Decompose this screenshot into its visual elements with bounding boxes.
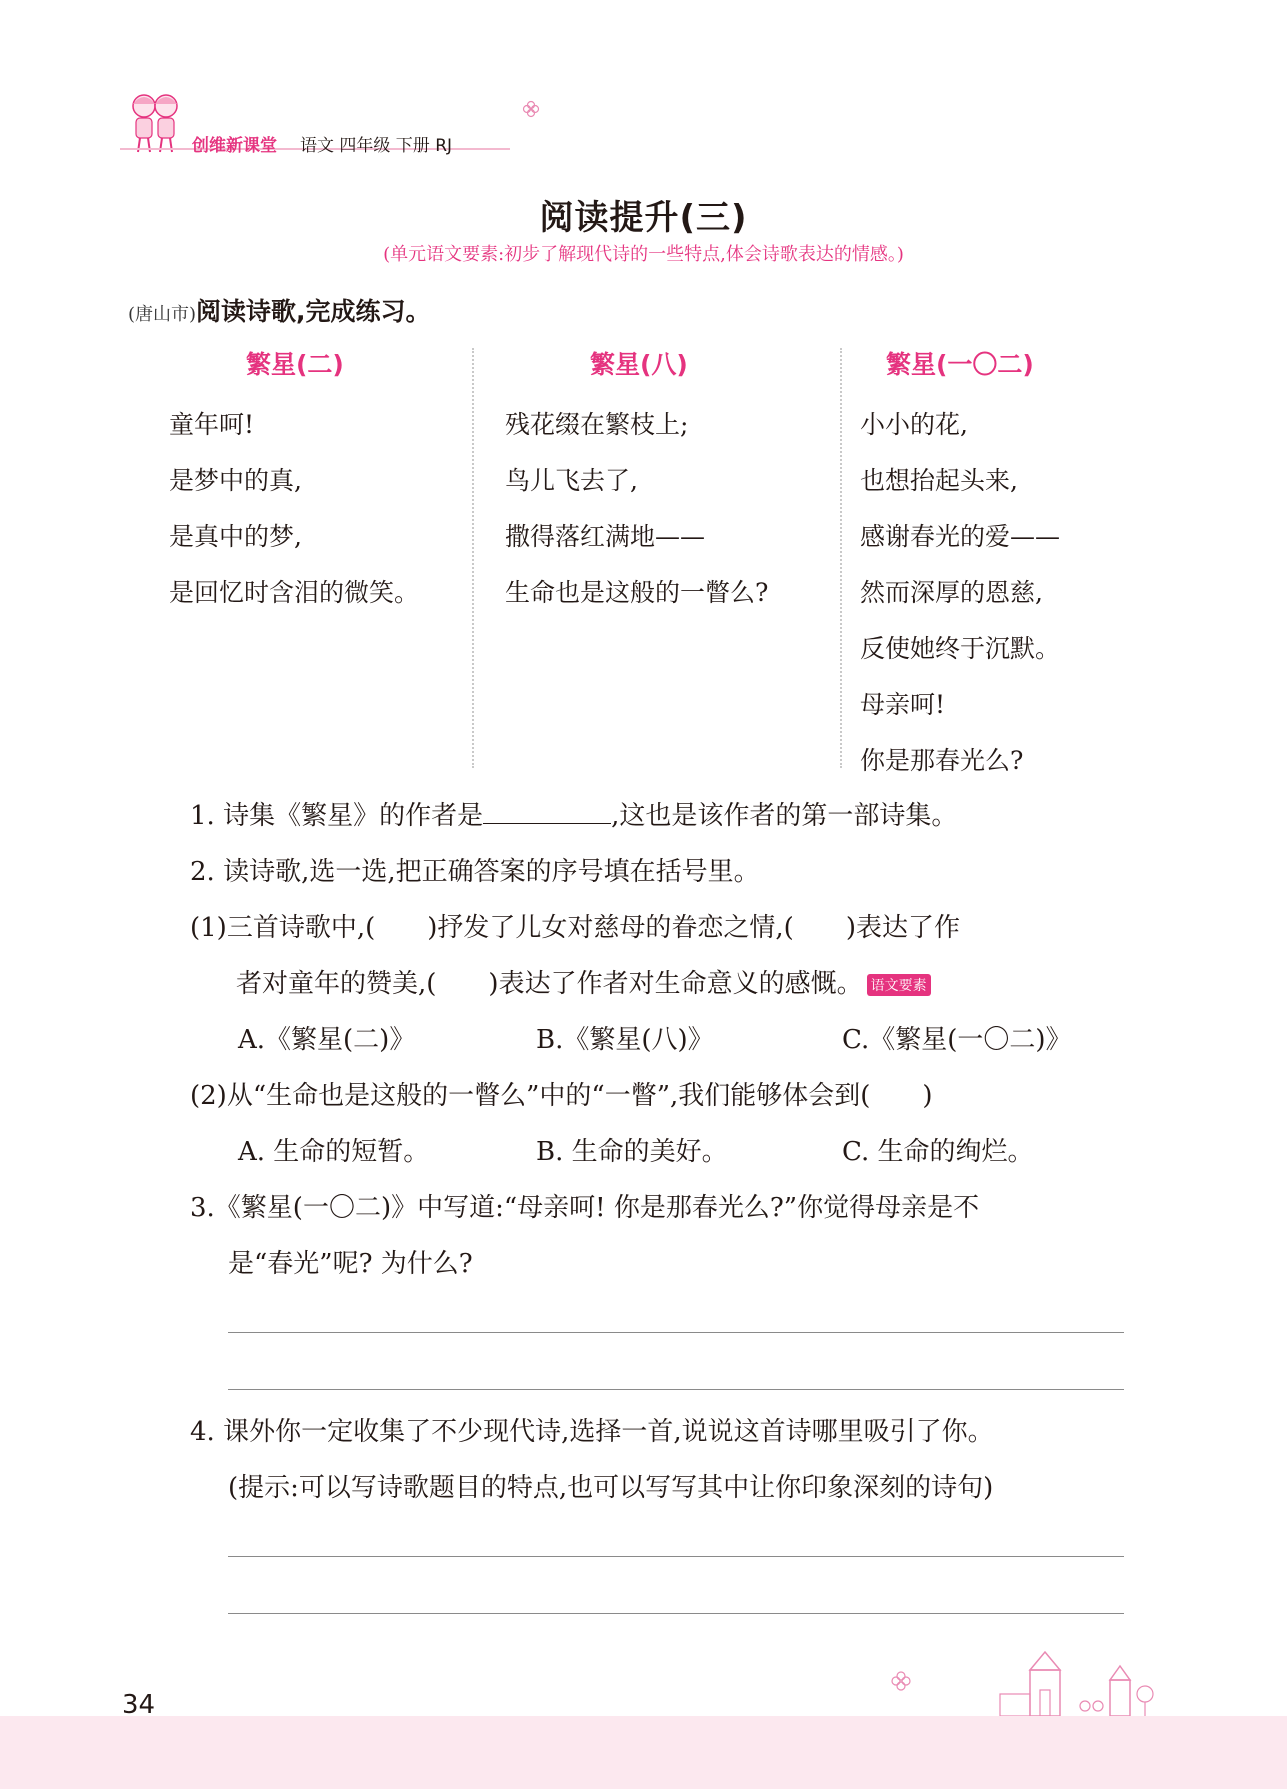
question-text: )抒发了儿女对慈母的眷恋之情,(	[427, 913, 794, 943]
poem-line: 残花缀在繁枝上;	[505, 410, 689, 439]
footer-band	[0, 1716, 1287, 1789]
flower-icon	[522, 100, 540, 118]
poem-line: 感谢春光的爱——	[860, 522, 1061, 551]
question-text: 者对童年的赞美,(	[236, 969, 437, 999]
question-1	[190, 795, 957, 832]
poem-line: 母亲呵!	[860, 690, 946, 719]
reading-instruction	[128, 292, 431, 328]
page-title: 阅读提升(三)	[539, 198, 748, 238]
poem-title: 繁星(八)	[590, 350, 688, 379]
language-element-badge: 语文要素	[867, 974, 931, 996]
poem-line: 也想抬起头来,	[860, 466, 1018, 495]
question-2-1	[190, 907, 960, 944]
castle-icon	[990, 1650, 1170, 1716]
kids-logo-icon	[120, 88, 190, 156]
page-number: 34	[122, 1690, 156, 1720]
poem-1	[246, 345, 344, 381]
option-b[interactable]: B. 生命的美好。	[536, 1137, 728, 1167]
question-text: (2)从“生命也是这般的一瞥么”中的“一瞥”,我们能够体会到(	[190, 1081, 871, 1111]
option-c[interactable]: C.《繁星(一〇二)》	[842, 1025, 1072, 1055]
poem-line: 是真中的梦,	[169, 522, 302, 551]
answer-blank[interactable]	[483, 801, 611, 824]
question-text: 1. 诗集《繁星》的作者是	[190, 801, 484, 831]
book-info: 语文 四年级 下册 RJ	[300, 136, 453, 156]
option-c[interactable]: C. 生命的绚烂。	[842, 1137, 1034, 1167]
poem-line: 小小的花,	[860, 410, 968, 439]
question-text: )表达了作	[845, 913, 960, 943]
poem-line: 童年呵!	[169, 410, 255, 439]
instruction-text: 阅读诗歌,完成练习。	[196, 297, 431, 326]
answer-line[interactable]	[228, 1613, 1124, 1614]
poem-line: 撒得落红满地——	[505, 522, 706, 551]
option-a[interactable]: A.《繁星(二)》	[238, 1025, 416, 1055]
question-text: )	[922, 1081, 933, 1111]
poem-line: 然而深厚的恩慈,	[860, 578, 1043, 607]
poem-title: 繁星(一〇二)	[886, 350, 1034, 379]
poem-2	[590, 345, 688, 381]
question-4-hint: (提示:可以写诗歌题目的特点,也可以写写其中让你印象深刻的诗句)	[228, 1473, 994, 1503]
poem-3	[886, 345, 1034, 381]
question-2-2	[190, 1075, 933, 1112]
question-3: 3.《繁星(一〇二)》中写道:“母亲呵! 你是那春光么?”你觉得母亲是不	[190, 1193, 980, 1223]
question-text: )表达了作者对生命意义的感慨。	[488, 969, 863, 999]
option-a[interactable]: A. 生命的短暂。	[238, 1137, 430, 1167]
question-2-1-cont	[236, 963, 931, 1000]
column-divider	[472, 348, 474, 768]
poem-line: 鸟儿飞去了,	[505, 466, 638, 495]
question-4: 4. 课外你一定收集了不少现代诗,选择一首,说说这首诗哪里吸引了你。	[190, 1417, 994, 1447]
answer-line[interactable]	[228, 1389, 1124, 1390]
poem-line: 反使她终于沉默。	[860, 634, 1061, 663]
poem-line: 你是那春光么?	[860, 746, 1024, 775]
option-b[interactable]: B.《繁星(八)》	[536, 1025, 714, 1055]
question-2: 2. 读诗歌,选一选,把正确答案的序号填在括号里。	[190, 857, 760, 887]
poem-line: 生命也是这般的一瞥么?	[505, 578, 769, 607]
question-3-cont: 是“春光”呢? 为什么?	[228, 1249, 473, 1279]
unit-objective: (单元语文要素:初步了解现代诗的一些特点,体会诗歌表达的情感。)	[383, 244, 904, 265]
column-divider	[840, 348, 842, 768]
poem-title: 繁星(二)	[246, 350, 344, 379]
source-location: (唐山市)	[128, 304, 197, 325]
answer-line[interactable]	[228, 1556, 1124, 1557]
answer-line[interactable]	[228, 1332, 1124, 1333]
brand-name: 创维新课堂	[192, 136, 277, 156]
question-text: (1)三首诗歌中,(	[190, 913, 376, 943]
question-text: ,这也是该作者的第一部诗集。	[611, 801, 958, 831]
poem-line: 是梦中的真,	[169, 466, 302, 495]
poem-line: 是回忆时含泪的微笑。	[169, 578, 420, 607]
flower-icon	[890, 1670, 912, 1692]
